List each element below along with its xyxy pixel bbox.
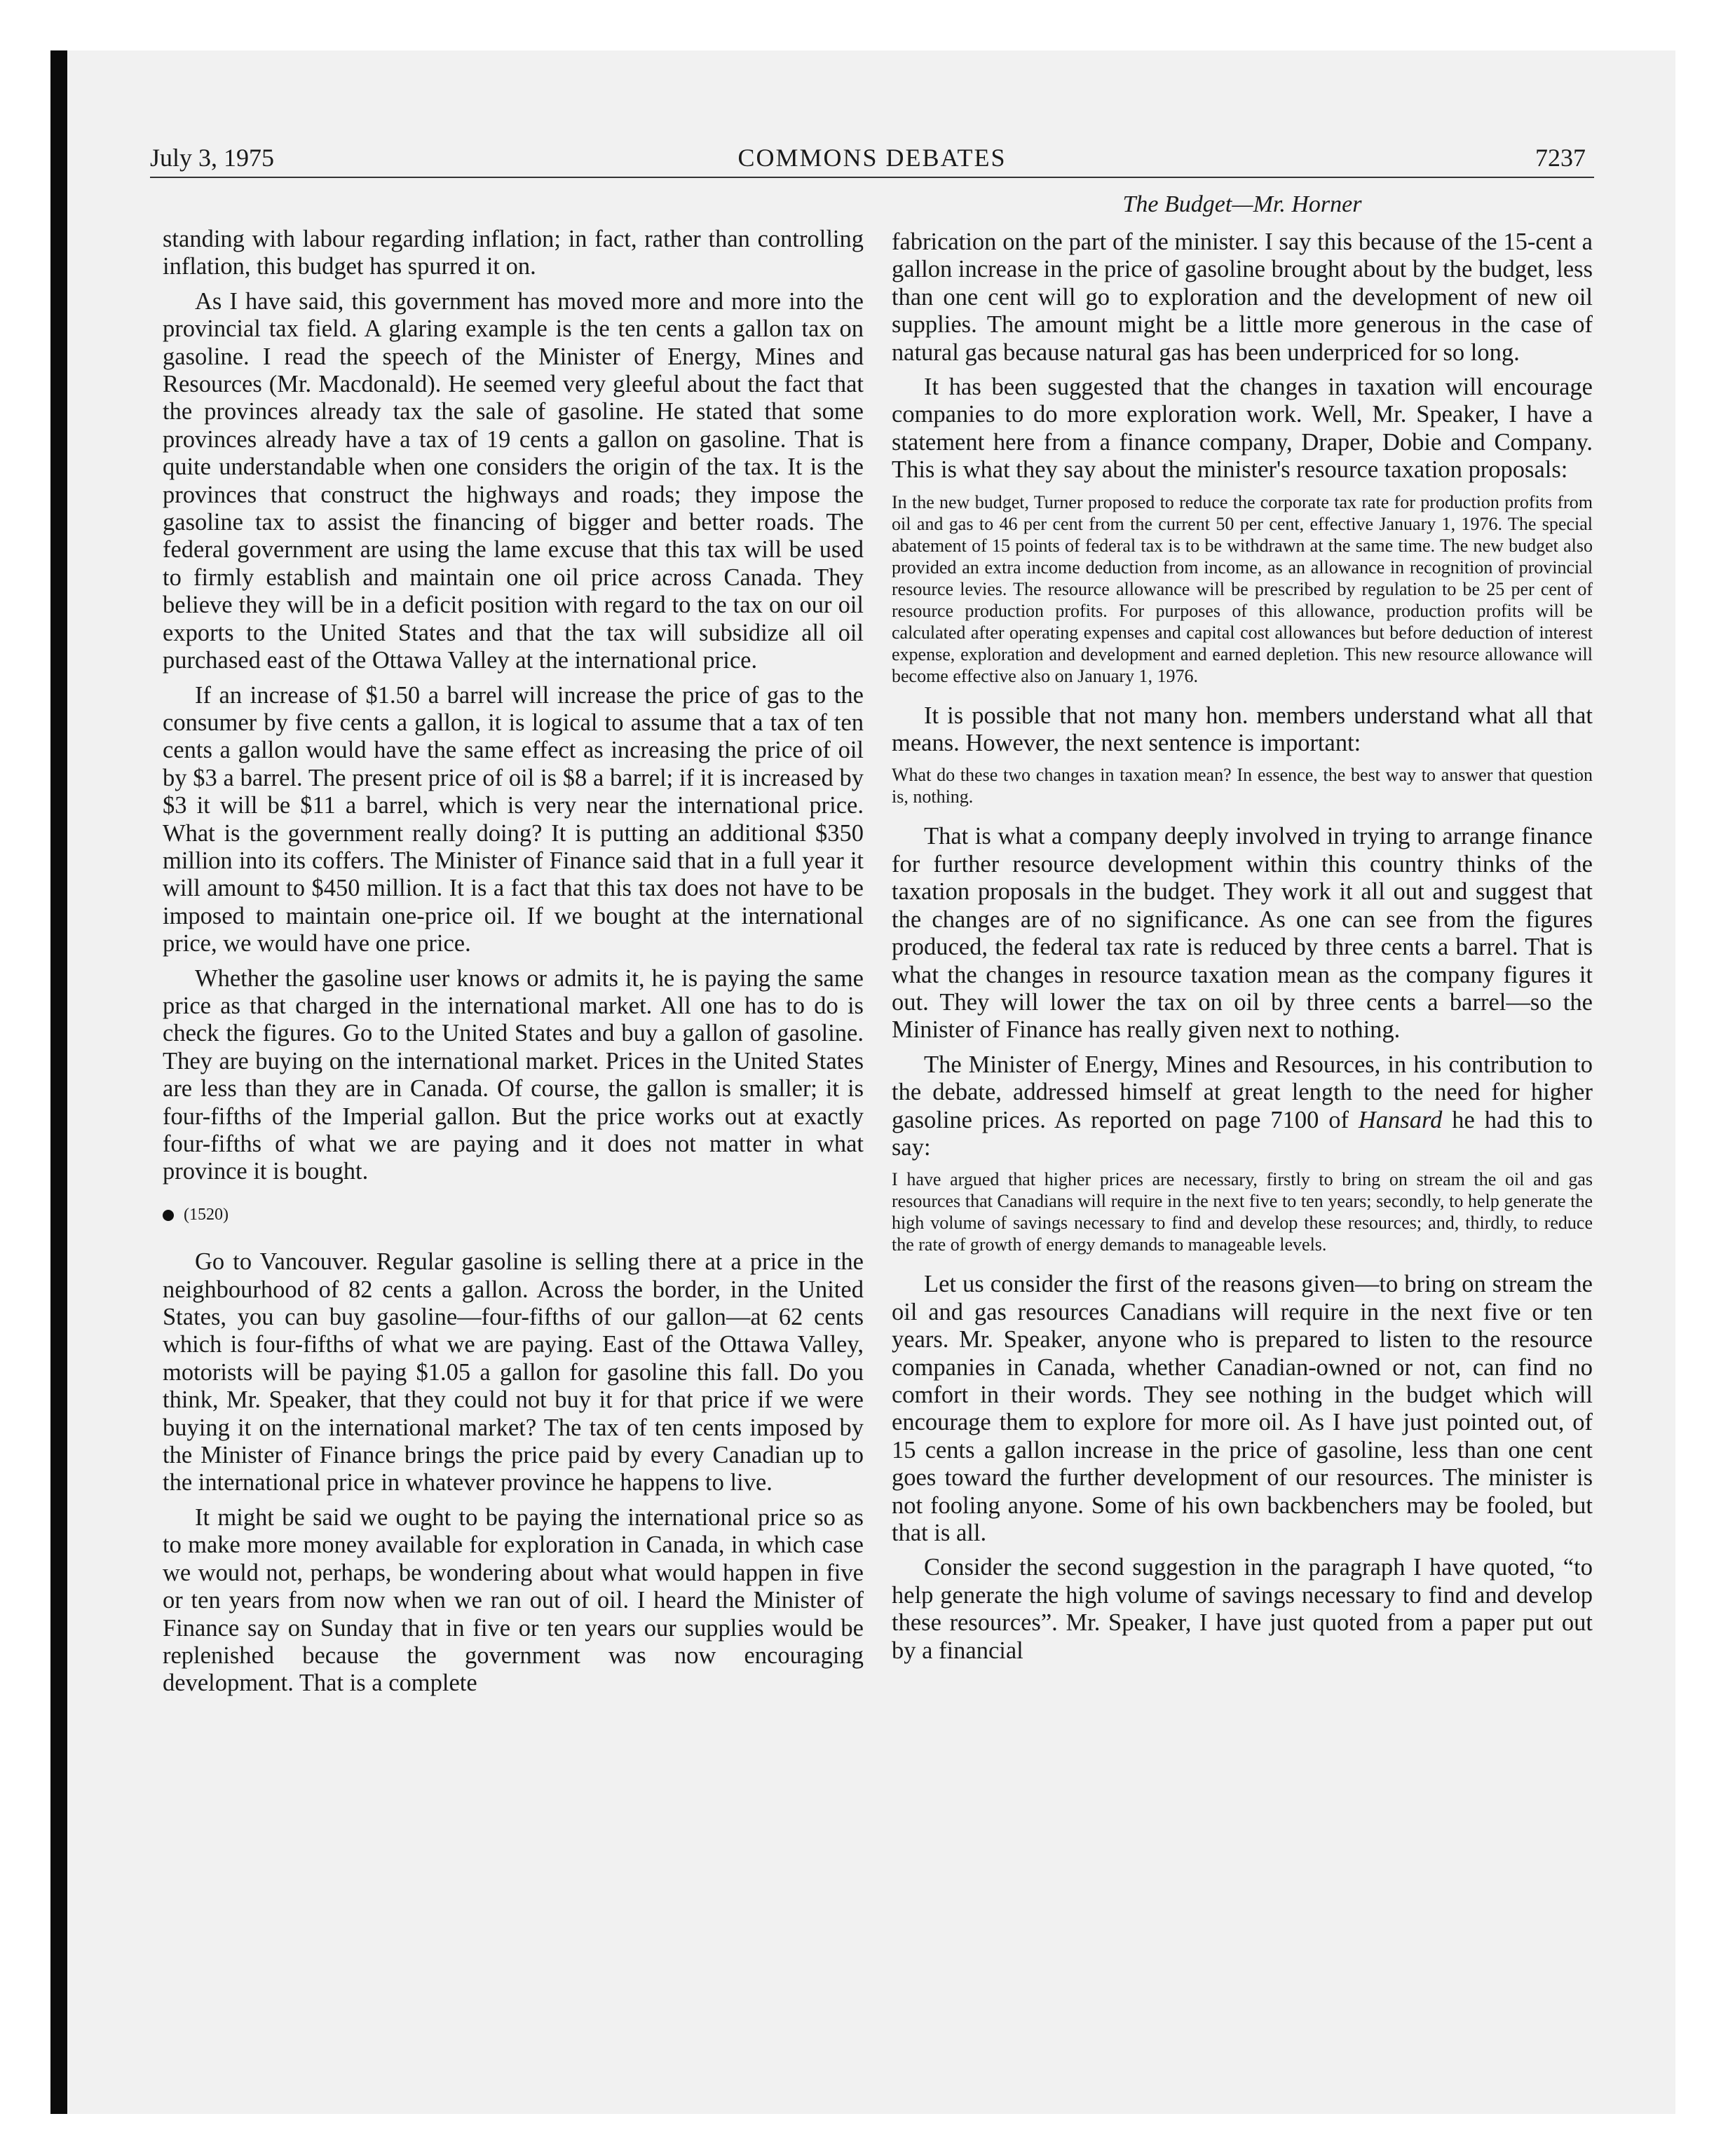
timestamp-marker xyxy=(163,1201,864,1229)
timestamp-text: (1520) xyxy=(184,1205,229,1224)
hansard-title: Hansard xyxy=(1358,1106,1443,1133)
paragraph: fabrication on the part of the minister. I say this because of the 15-cent a gallon increase in the price of gasoline brought about by the budget, less than one cent will go to exploration and the development of new oil supplies. The amount might be a little more generous in the case of natural gas because natural gas has been underpriced for so long. xyxy=(892,228,1593,366)
bullet-icon xyxy=(163,1210,174,1221)
running-head-prefix: The Budget— xyxy=(1122,191,1253,217)
block-quote: In the new budget, Turner proposed to reduce the corporate tax rate for production profits from oil and gas to 46 per cent from the current 50 per cent, effective January 1, 1976. The special abatement of 15 points of federal tax is to be withdrawn at the same time. The new budget also provided an extra income deduction from income, as an allowance in recognition of provincial resource levies. The resource allowance will be prescribed by regulation to be 25 per cent of resource production profits. For purposes of this allowance, production profits will be calculated after operating expenses and capital cost allowances but before deduction of interest expense, exploration and development and earned depletion. This new resource allowance will become effective also on January 1, 1976. xyxy=(892,491,1593,686)
block-quote: What do these two changes in taxation mean? In essence, the best way to answer that question is, nothing. xyxy=(892,765,1593,807)
paragraph: As I have said, this government has moved more and more into the provincial tax field. A glaring example is the ten cents a gallon tax on gasoline. I read the speech of the Minister of Energy, Mines and Resources (Mr. Macdonald). He seemed very gleeful about the fact that the provinces already tax the sale of gasoline. He stated that some provinces already have a tax of 19 cents a gallon on gasoline. That is quite understandable when one considers the origin of the tax. It is the provinces that construct the highways and roads; they impose the gasoline tax to assist the financing of bigger and better roads. The federal government are using the lame excuse that this tax will be used to firmly establish and maintain one oil price across Canada. They believe they will be in a deficit position with regard to the tax on our oil exports to the United States and that the tax will subsidize all oil purchased east of the Ottawa Valley at the international price. xyxy=(163,287,864,674)
block-quote: I have argued that higher prices are necessary, firstly to bring on stream the oil and gas resources that Canadians will require in the next five to ten years; secondly, to help generate the high volume of savings necessary to find and develop these resources; and, thirdly, to reduce the rate of growth of energy demands to manageable levels. xyxy=(892,1169,1593,1255)
binding-edge xyxy=(50,50,67,2114)
right-column xyxy=(892,191,1593,1672)
paragraph-text: The Minister of Energy, Mines and Resources, in his contribution to the debate, addressed himself at great length to the need for higher gasoline prices. As reported on page 7100 of xyxy=(892,1051,1593,1133)
running-head-speaker: Mr. Horner xyxy=(1253,191,1362,217)
paragraph xyxy=(892,1051,1593,1162)
paragraph: It might be said we ought to be paying the international price so as to make more money available for exploration in Canada, in which case we would not, perhaps, be wondering about what would happen in five or ten years from now when we ran out of oil. I heard the Minister of Finance say on Sunday that in five or ten years our supplies would be replenished because the government was now encouraging development. That is a complete xyxy=(163,1503,864,1697)
header-date: July 3, 1975 xyxy=(150,144,275,172)
paragraph: If an increase of $1.50 a barrel will increase the price of gas to the consumer by five cents a gallon, it is logical to assume that a tax of ten cents a gallon would have the same effect as increasing the price of oil by $3 a barrel. The present price of oil is $8 a barrel; if it is increased by $3 it will be $11 a barrel, which is very near the international price. What is the government really doing? It is putting an additional $350 million into its coffers. The Minister of Finance said that in a full year it will amount to $450 million. It is a fact that this tax does not have to be imposed to maintain one-price oil. If we bought at the international price, we would have one price. xyxy=(163,681,864,957)
paragraph: Go to Vancouver. Regular gasoline is selling there at a price in the neighbourhood of 82 cents a gallon. Across the border, in the United States, you can buy gasoline—four-fifths of our gallon—at 62 cents which is four-fifths of what we are paying. East of the Ottawa Valley, motorists will be paying $1.05 a gallon for gasoline this fall. Do you think, Mr. Speaker, that they could not buy it for that price if we were buying it on the international market? The tax of ten cents imposed by the Minister of Finance brings the price paid by every Canadian up to the international price in whatever province he happens to live. xyxy=(163,1248,864,1496)
paragraph: standing with labour regarding inflation; in fact, rather than controlling inflation, this budget has spurred it on. xyxy=(163,226,864,280)
page-number: 7237 xyxy=(1535,144,1586,172)
paragraph: That is what a company deeply involved in trying to arrange finance for further resource development within this country thinks of the taxation proposals in the budget. They work it all out and suggest that the changes are of no significance. As one can see from the figures produced, the federal tax rate is reduced by three cents a barrel. That is what the changes in resource taxation mean as the company figures it out. They will lower the tax on oil by three cents a barrel—so the Minister of Finance has really given next to nothing. xyxy=(892,823,1593,1044)
page-header xyxy=(150,137,1594,178)
header-title: COMMONS DEBATES xyxy=(737,144,1007,172)
paragraph-text: he had this to say: xyxy=(892,1106,1593,1161)
left-column xyxy=(163,226,864,1705)
paragraph: It has been suggested that the changes in taxation will encourage companies to do more exploration work. Well, Mr. Speaker, I have a statement here from a finance company, Draper, Dobie and Company. This is what they say about the minister's resource taxation proposals: xyxy=(892,374,1593,484)
paragraph: Whether the gasoline user knows or admits it, he is paying the same price as that charged in the international market. All one has to do is check the figures. Go to the United States and buy a gallon of gasoline. They are buying on the international market. Prices in the United States are less than they are in Canada. Of course, the gallon is smaller; it is four-fifths of the Imperial gallon. But the price works out at exactly four-fifths of what we are paying and it does not matter in what province it is bought. xyxy=(163,964,864,1185)
paragraph: It is possible that not many hon. members understand what all that means. However, the next sentence is important: xyxy=(892,702,1593,757)
paragraph: Consider the second suggestion in the paragraph I have quoted, “to help generate the high volume of savings necessary to find and develop these resources”. Mr. Speaker, I have just quoted from a paper put out by a financial xyxy=(892,1554,1593,1664)
paragraph: Let us consider the first of the reasons given—to bring on stream the oil and gas resources Canadians will require in the next five or ten years. Mr. Speaker, anyone who is prepared to listen to the resource companies in Canada, whether Canadian-owned or not, can find no comfort in their words. They see nothing in the budget which will encourage them to explore for more oil. As I have just pointed out, of 15 cents a gallon increase in the price of gasoline, less than one cent goes toward the further development of our resources. The minister is not fooling anyone. Some of his own backbenchers may be fooled, but that is all. xyxy=(892,1271,1593,1546)
running-head xyxy=(892,191,1593,221)
